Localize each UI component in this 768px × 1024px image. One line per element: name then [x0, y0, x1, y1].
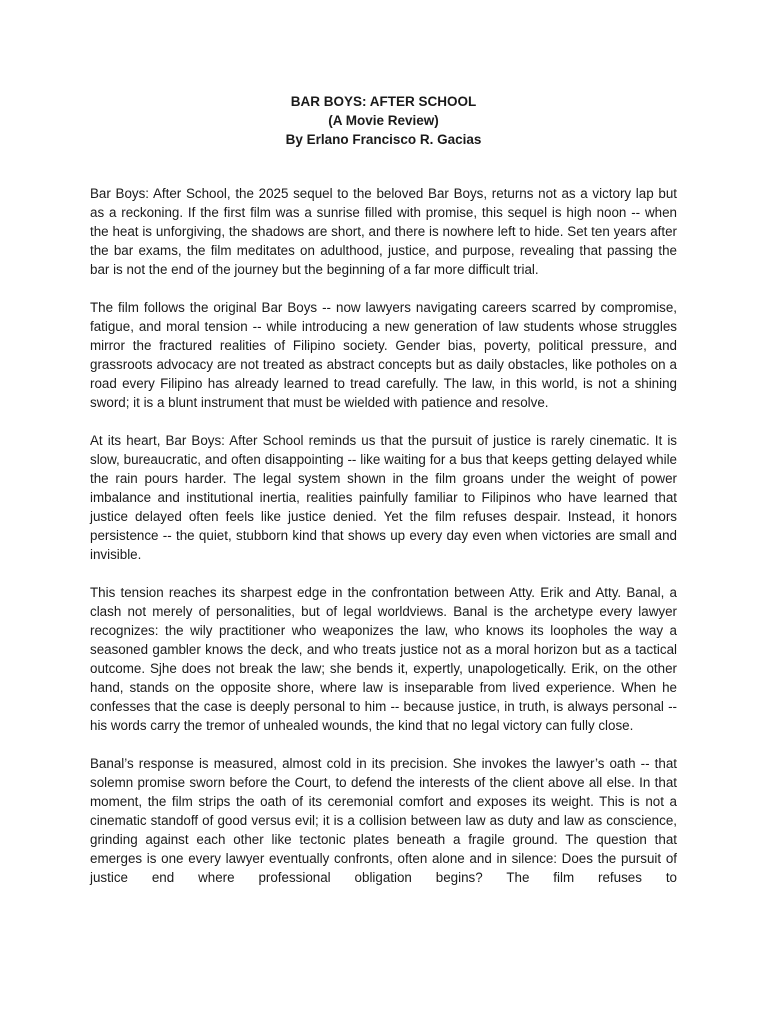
- document-body: [90, 184, 677, 887]
- title-block: [90, 92, 677, 149]
- document-byline: By Erlano Francisco R. Gacias: [285, 132, 482, 147]
- paragraph: At its heart, Bar Boys: After School reminds us that the pursuit of justice is rarely cinematic. It is slow, bureaucratic, and often disappointing -- like waiting for a bus that keeps getting delayed while the rain pours harder. The legal system shown in the film groans under the weight of power imbalance and institutional inertia, realities painfully familiar to Filipinos who have learned that justice delayed often feels like justice denied. Yet the film refuses despair. Instead, it honors persistence -- the quiet, stubborn kind that shows up every day even when victories are small and invisible.: [90, 433, 677, 562]
- paragraph: Banal’s response is measured, almost cold in its precision. She invokes the lawyer’s oath -- that solemn promise sworn before the Court, to defend the interests of the client above all else. In that moment, the film strips the oath of its ceremonial comfort and exposes its weight. This is not a cinematic standoff of good versus evil; it is a collision between law as duty and law as conscience, grinding against each other like tectonic plates beneath a fragile ground. The question that emerges is one every lawyer eventually confronts, often alone and in silence: Does the pursuit of justice end where professional obligation begins? The film refuses to: [90, 756, 677, 885]
- paragraph: This tension reaches its sharpest edge in the confrontation between Atty. Erik and Atty. Banal, a clash not merely of personalities, but of legal worldviews. Banal is the archetype every lawyer recognizes: the wily practitioner who weaponizes the law, who knows its loopholes the way a seasoned gambler knows the deck, and who treats justice not as a moral horizon but as a tactical outcome. Sjhe does not break the law; she bends it, expertly, unapologetically. Erik, on the other hand, stands on the opposite shore, where law is inseparable from lived experience. When he confesses that the case is deeply personal to him -- because justice, in truth, is always personal -- his words carry the tremor of unhealed wounds, the kind that no legal victory can fully close.: [90, 585, 677, 733]
- document-subtitle: (A Movie Review): [328, 113, 439, 128]
- document-title: BAR BOYS: AFTER SCHOOL: [290, 94, 477, 109]
- document-page: [90, 92, 677, 887]
- paragraph: Bar Boys: After School, the 2025 sequel to the beloved Bar Boys, returns not as a victory lap but as a reckoning. If the first film was a sunrise filled with promise, this sequel is high noon -- when the heat is unforgiving, the shadows are short, and there is nowhere left to hide. Set ten years after the bar exams, the film meditates on adulthood, justice, and purpose, revealing that passing the bar is not the end of the journey but the beginning of a far more difficult trial.: [90, 186, 677, 277]
- paragraph: The film follows the original Bar Boys -- now lawyers navigating careers scarred by compromise, fatigue, and moral tension -- while introducing a new generation of law students whose struggles mirror the fractured realities of Filipino society. Gender bias, poverty, political pressure, and grassroots advocacy are not treated as abstract concepts but as daily obstacles, like potholes on a road every Filipino has already learned to tread carefully. The law, in this world, is not a shining sword; it is a blunt instrument that must be wielded with patience and resolve.: [90, 300, 677, 410]
